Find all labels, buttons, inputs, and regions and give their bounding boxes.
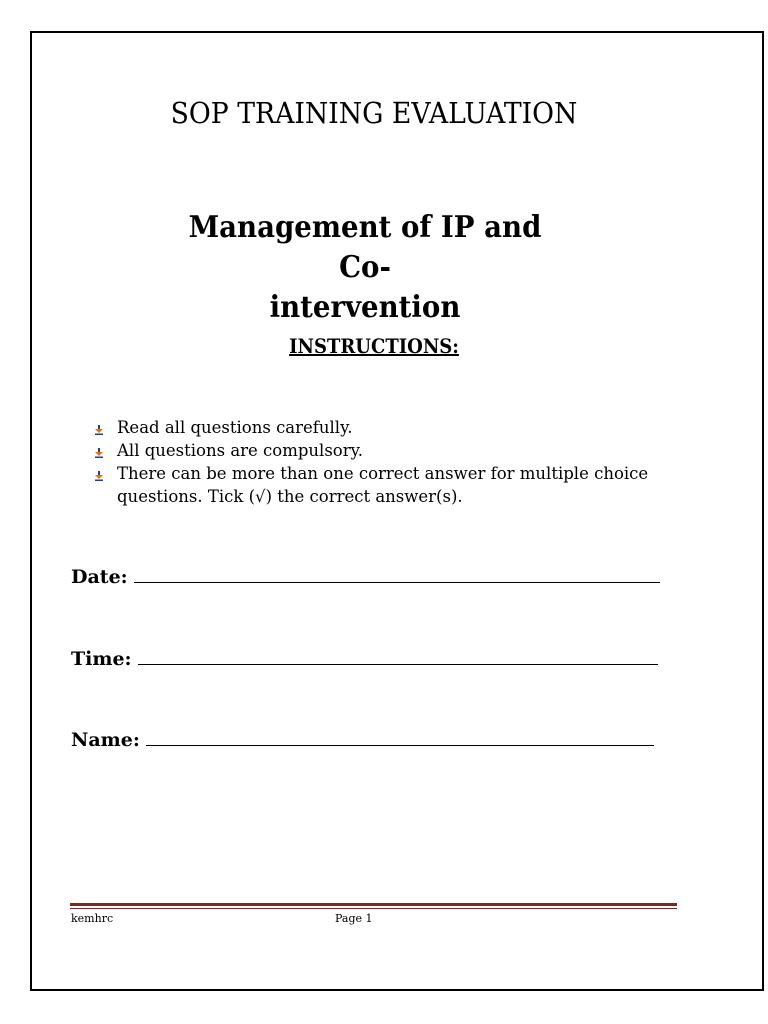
name-blank-line[interactable] bbox=[146, 744, 654, 746]
arrow-down-bullet-icon bbox=[94, 471, 104, 481]
footer-organization: kemhrc bbox=[71, 912, 114, 925]
instruction-item bbox=[94, 462, 694, 508]
arrow-down-bullet-icon bbox=[94, 448, 104, 458]
document-title: SOP TRAINING EVALUATION bbox=[170, 96, 578, 130]
instruction-text: There can be more than one correct answer for multiple choice questions. Tick (√) the correct answer(s). bbox=[117, 464, 649, 506]
time-field bbox=[71, 648, 658, 670]
footer-rule-thin bbox=[70, 908, 677, 909]
date-label: Date: bbox=[71, 566, 128, 588]
name-field bbox=[71, 729, 654, 751]
footer-page-number: Page 1 bbox=[335, 912, 373, 925]
time-blank-line[interactable] bbox=[138, 663, 658, 665]
time-label: Time: bbox=[71, 648, 132, 670]
instruction-text: Read all questions carefully. bbox=[117, 418, 353, 437]
subtitle-line-1: Management of IP and Co- bbox=[188, 210, 542, 285]
name-label: Name: bbox=[71, 729, 140, 751]
footer-rule-thick bbox=[70, 903, 677, 906]
instruction-item bbox=[94, 416, 694, 439]
instruction-list bbox=[94, 416, 694, 508]
arrow-down-bullet-icon bbox=[94, 425, 104, 435]
instruction-item bbox=[94, 439, 694, 462]
instructions-heading: INSTRUCTIONS: bbox=[289, 334, 459, 358]
instruction-text: All questions are compulsory. bbox=[117, 441, 364, 460]
date-blank-line[interactable] bbox=[134, 581, 660, 583]
document-subtitle bbox=[158, 208, 572, 328]
subtitle-line-2: intervention bbox=[269, 290, 461, 325]
page-border bbox=[30, 31, 764, 991]
date-field bbox=[71, 566, 660, 588]
